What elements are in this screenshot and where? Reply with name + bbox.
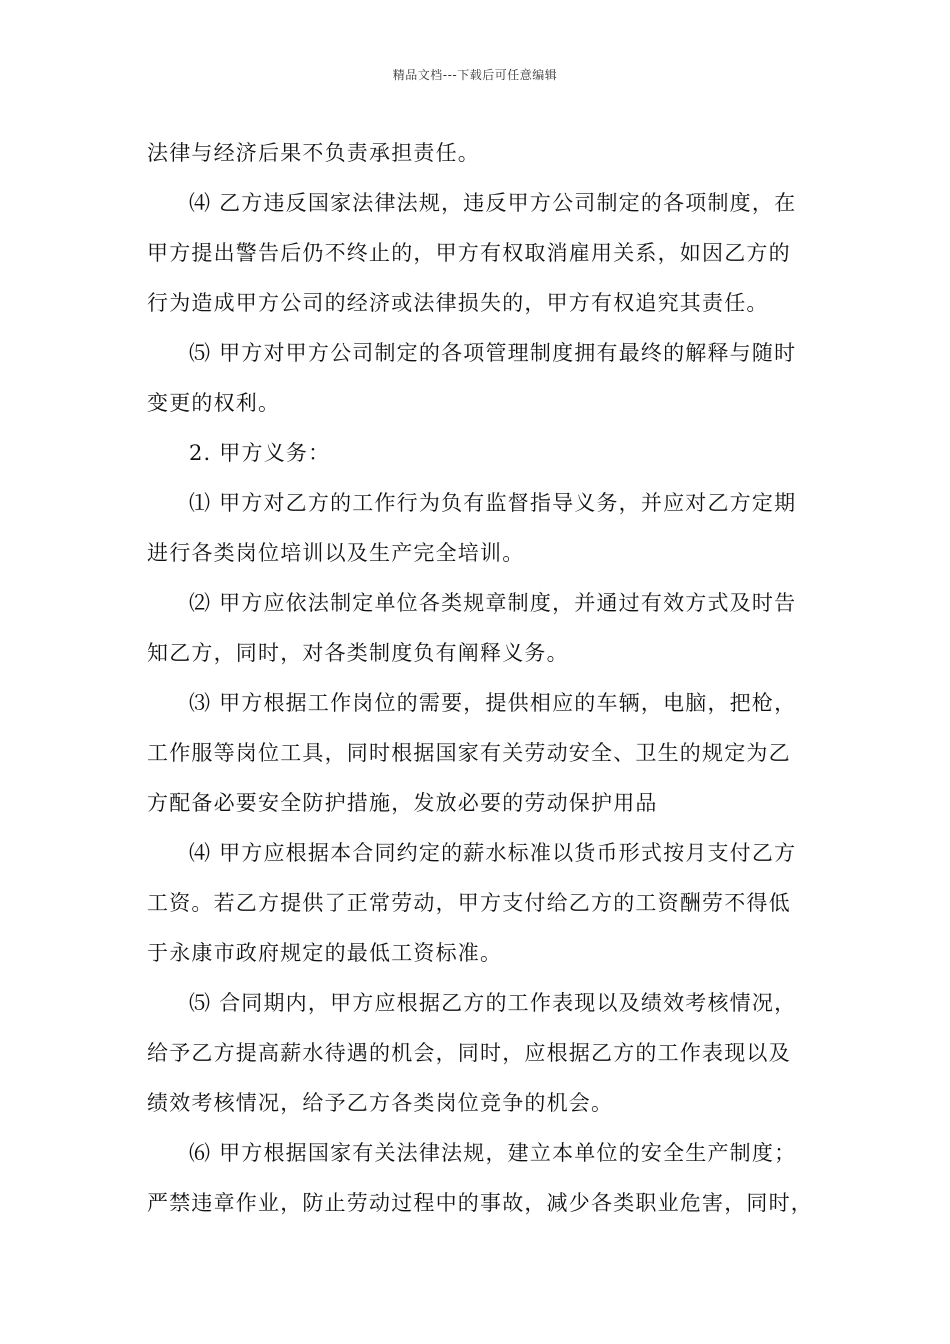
paragraph-line: ⑹ 甲方根据国家有关法律法规，建立本单位的安全生产制度； [189, 1141, 797, 1165]
section-heading: 2. 甲方义务： [189, 441, 331, 465]
paragraph-line: ⑸ 甲方对甲方公司制定的各项管理制度拥有最终的解释与随时 [189, 341, 797, 365]
body-line: 严禁违章作业，防止劳动过程中的事故，减少各类职业危害，同时， [147, 1191, 813, 1215]
paragraph-line: ⑴ 甲方对乙方的工作行为负有监督指导义务，并应对乙方定期 [189, 491, 797, 515]
body-line: 进行各类岗位培训以及生产完全培训。 [147, 541, 525, 565]
body-line: 方配备必要安全防护措施，发放必要的劳动保护用品 [147, 791, 658, 815]
body-line: 工作服等岗位工具，同时根据国家有关劳动安全、卫生的规定为乙 [147, 741, 791, 765]
body-line: 工资。若乙方提供了正常劳动，甲方支付给乙方的工资酬劳不得低 [147, 891, 791, 915]
paragraph-line: ⑶ 甲方根据工作岗位的需要，提供相应的车辆，电脑，把枪， [189, 691, 797, 715]
paragraph-line: ⑸ 合同期内，甲方应根据乙方的工作表现以及绩效考核情况， [189, 991, 797, 1015]
body-line: 给予乙方提高薪水待遇的机会，同时，应根据乙方的工作表现以及 [147, 1041, 791, 1065]
body-line: 于永康市政府规定的最低工资标准。 [147, 941, 503, 965]
body-line: 法律与经济后果不负责承担责任。 [147, 141, 480, 165]
page-header: 精品文档---下载后可任意编辑 [392, 68, 558, 82]
body-line: 绩效考核情况，给予乙方各类岗位竞争的机会。 [147, 1091, 614, 1115]
document-body [147, 128, 813, 1228]
body-line: 行为造成甲方公司的经济或法律损失的，甲方有权追究其责任。 [147, 291, 769, 315]
body-line: 知乙方，同时，对各类制度负有阐释义务。 [147, 641, 569, 665]
body-line: 变更的权利。 [147, 391, 281, 415]
paragraph-line: ⑷ 甲方应根据本合同约定的薪水标准以货币形式按月支付乙方 [189, 841, 797, 865]
paragraph-line: ⑷ 乙方违反国家法律法规，违反甲方公司制定的各项制度，在 [189, 191, 797, 215]
paragraph-line: ⑵ 甲方应依法制定单位各类规章制度，并通过有效方式及时告 [189, 591, 797, 615]
body-line: 甲方提出警告后仍不终止的，甲方有权取消雇用关系，如因乙方的 [147, 241, 791, 265]
